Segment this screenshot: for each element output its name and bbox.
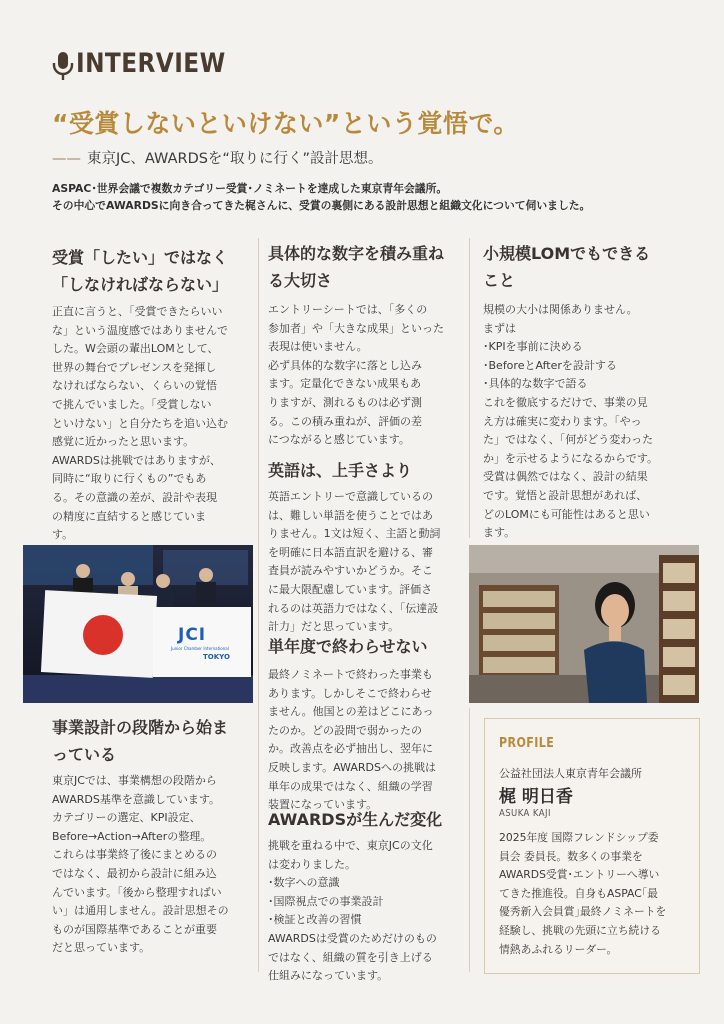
col3-heading: [483, 240, 683, 294]
column-divider: [469, 238, 470, 538]
col1-section2-body: 東京JCでは、事業構想の段階から AWARDS基準を意識しています。 カテゴリーの選定、KPI設定、 Before→Action→Afterの整理。 これらは事業終了後にまとめるの ではなく、最初から設計に組み込 んでいます。「後から整理すればい い」は通用しません。設計思想その ものが国際基準であることが重要 だと思っています。: [52, 774, 229, 955]
col1-section2-heading-line2: っている: [52, 745, 117, 764]
microphone-icon: [52, 51, 74, 81]
col2-body3: 最終ノミネートで終わった事業も あります。しかしそこで終わらせ ません。他国との差はどこにあっ たのか。どの設問で弱かったの か。改善点を必ず抽出し、翌年に 反映します。AWARDSへの挑戦は 単年の成果ではなく、組織の学習 装置になっています。: [268, 668, 436, 812]
section-label: INTERVIEW: [76, 48, 226, 79]
col2-body4: 挑戦を重ねる中で、東京JCの文化 は変わりました。 ･数字への意識 ･国際視点での事業設計 ･検証と改善の習慣 AWARDSは受賞のためだけのもの ではなく、組織の質を引き上げる 仕組みになっています。: [268, 839, 437, 983]
subtitle-text: 東京JC、AWARDSを“取りに行く”設計思想。: [87, 151, 383, 167]
profile-romanized-name: ASUKA KAJI: [499, 808, 551, 819]
col2-body2: 英語エントリーで意識しているの は、難しい単語を使うことではあ りません。1文は短く、主語と動詞 を明確に日本語直訳を避ける、審 査員が読みやすいかどうか。そこ に最大限配慮しています。評価さ れるのは英語力ではなく、「伝達設 計力」だと思っています。: [268, 490, 441, 634]
page-subtitle: [52, 147, 382, 168]
col1-section2-heading-line1: 事業設計の段階から始ま: [52, 718, 229, 737]
jci-banner-sub: Junior Chamber International: [171, 646, 229, 651]
col2-heading-line1: 具体的な数字を積み重ね: [268, 244, 445, 263]
lead-paragraph: ASPAC･世界会議で複数カテゴリー受賞･ノミネートを達成した東京青年会議所。 その中心でAWARDSに向き合ってきた梶さんに、受賞の裏側にある設計思想と組織文化について伺いました。: [52, 182, 591, 212]
col2-heading5: AWARDSが生んだ変化: [268, 810, 443, 829]
portrait-illustration: [469, 545, 699, 703]
jci-banner-text: JCI: [178, 625, 207, 645]
column-divider: [258, 238, 259, 972]
col2-heading: [268, 240, 468, 294]
col2-heading4: 単年度で終わらせない: [268, 637, 428, 656]
col2-body1: エントリーシートでは、「多くの 参加者」や「大きな成果」といった 表現は使いません。 必ず具体的な数字に落とし込み ます。定量化できない成果もあ りますが、測れるものは必ず測 る。この積み重ねが、評価の差 につながると感じています。: [268, 303, 444, 447]
col1-heading-line1: 受賞「したい」ではなく: [52, 248, 229, 267]
col2-heading3: 英語は、上手さより: [268, 461, 413, 480]
portrait-photo: [469, 545, 699, 703]
profile-name: 梶 明日香: [499, 787, 573, 807]
col1-body: 正直に言うと、「受賞できたらいい な」という温度感ではありませんで した。W会頭の輩出LOMとして、 世界の舞台でプレゼンスを発揮し なければならない、くらいの覚悟 で挑んでいました。「受賞しない といけない」と自分たちを追い込む 感覚に近かったと思います。 AWARDSは挑戦ではありますが、 同時に“取りに行くもの”でもあ る。その意識の差が、設計や表現 の精度に直結すると感じていま す。: [52, 305, 228, 542]
col3-body: 規模の大小は関係ありません。 まずは ･KPIを事前に決める ･BeforeとAfterを設計する ･具体的な数字で語る これを徹底するだけで、事業の見 え方は確実に変わります。「やっ た」ではなく、「何がどう変わった か」を示せるようになるからです。 受賞は偶然ではなく、設計の結果 です。覚悟と設計思想があれば、 どのLOMにも可能性はあると思い ます。: [483, 303, 659, 540]
col1-section2-heading: [52, 714, 252, 768]
profile-label: PROFILE: [499, 736, 555, 751]
profile-bio: 2025年度 国際フレンドシップ委 員会 委員長。数多くの事業を AWARDS受賞･エントリーへ導い てきた推進役。自身もASPAC｢最 優秀新入会員賞｣最終ノミネートを 経験し、挑戦の先頭に立ち続ける 情熱あふれるリーダー。: [499, 831, 667, 956]
col3-heading-line1: 小規模LOMでもできる: [483, 244, 651, 263]
column-divider: [469, 708, 470, 972]
col2-heading-line2: る大切さ: [268, 271, 333, 290]
col1-heading: [52, 244, 252, 298]
subtitle-dash: ——: [52, 151, 81, 167]
col1-heading-line2: 「しなければならない」: [52, 275, 229, 294]
jci-banner-city: TOKYO: [203, 653, 230, 661]
award-photo-illustration: [23, 545, 253, 703]
profile-organization: 公益社団法人東京青年会議所: [499, 767, 642, 780]
award-group-photo: [23, 545, 253, 703]
col3-heading-line2: こと: [483, 271, 516, 290]
page-title: “受賞しないといけない”という覚悟で。: [52, 109, 519, 138]
